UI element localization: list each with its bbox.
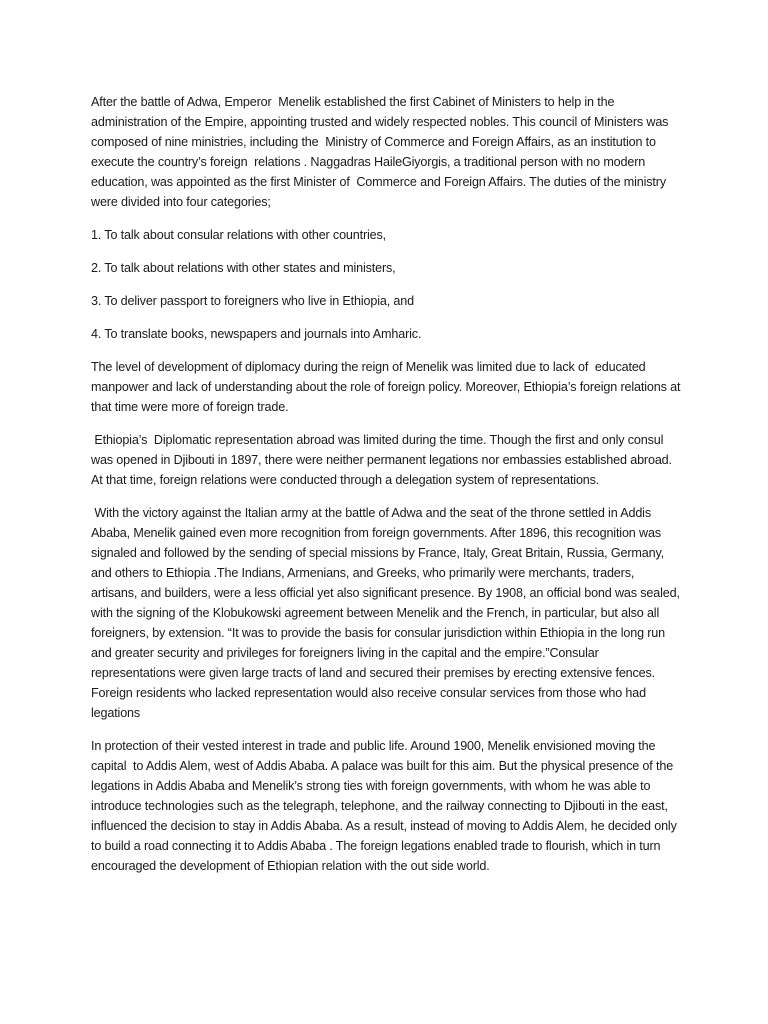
list-item-passports: 3. To deliver passport to foreigners who live in Ethiopia, and [91,294,414,308]
list-item-translation: 4. To translate books, newspapers and journals into Amharic. [91,327,422,341]
paragraph-representation-abroad: Ethiopia’s Diplomatic representation abroad was limited during the time. Though the first and only consul was opened in Djibouti in 1897, there were neither permanent legations nor embassies established abroad. At that time, foreign relations were conducted through a delegation system of representations. [91,433,675,487]
paragraph-cabinet-of-ministers: After the battle of Adwa, Emperor Menelik established the first Cabinet of Ministers to help in the administration of the Empire, appointing trusted and widely respected nobles. This council of Ministers was composed of nine ministries, including the Ministry of Commerce and Foreign Affairs, as an institution to execute the country’s foreign relations . Naggadras HaileGiyorgis, a traditional person with no modern education, was appointed as the first Minister of Commerce and Foreign Affairs. The duties of the ministry were divided into four categories; [91,95,673,209]
paragraph-diplomacy-level: The level of development of diplomacy during the reign of Menelik was limited due to lack of educated manpower and lack of understanding about the role of foreign policy. Moreover, Ethiopia’s foreign relations at that time were more of foreign trade. [91,360,684,414]
list-item-consular-relations: 1. To talk about consular relations with other countries, [91,228,387,242]
paragraph-capital-and-legations: In protection of their vested interest in trade and public life. Around 1900, Menelik envisioned moving the capital to Addis Alem, west of Addis Ababa. A palace was built for this aim. But the physical presence of the legations in Addis Ababa and Menelik’s strong ties with foreign governments, with whom he was able to introduce technologies such as the telegraph, telephone, and the railway connecting to Djibouti in the east, influenced the decision to stay in Addis Ababa. As a result, instead of moving to Addis Alem, he decided only to build a road connecting it to Addis Ababa . The foreign legations enabled trade to flourish, which in turn encouraged the development of Ethiopian relation with the out side world. [91,739,681,873]
list-item-state-relations: 2. To talk about relations with other states and ministers, [91,261,396,275]
paragraph-foreign-recognition: With the victory against the Italian army at the battle of Adwa and the seat of the throne settled in Addis Ababa, Menelik gained even more recognition from foreign governments. After 1896, this recognition was signaled and followed by the sending of special missions by France, Italy, Great Britain, Russia, Germany, and others to Ethiopia .The Indians, Armenians, and Greeks, who primarily were merchants, traders, artisans, and builders, were a less official yet also significant presence. By 1908, an official bond was sealed, with the signing of the Klobukowski agreement between Menelik and the French, in particular, but also all foreigners, by extension. “It was to provide the basis for consular jurisdiction within Ethiopia in the long run and greater security and privileges for foreigners living in the capital and the empire.”Consular representations were given large tracts of land and secured their premises by erecting extensive fences. Foreign residents who lacked representation would also receive consular services from those who had legations [91,506,684,720]
document-page [91,92,684,889]
